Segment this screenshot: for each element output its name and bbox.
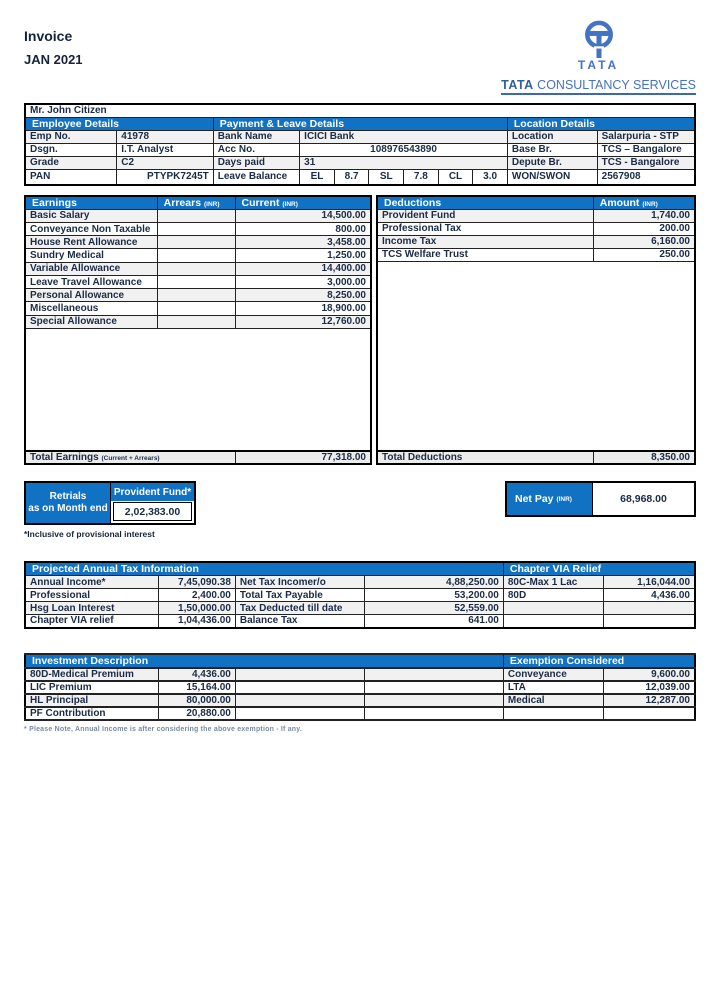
brand-block <box>501 20 696 95</box>
tata-logo-icon <box>581 20 617 60</box>
earning-row <box>25 209 371 222</box>
tax-label: Total Tax Payable <box>235 589 364 602</box>
deductions-filler <box>377 261 695 451</box>
exemption-value: 12,039.00 <box>604 681 695 694</box>
investment-empty <box>364 668 503 681</box>
earning-row <box>25 236 371 249</box>
relief-label: 80D <box>503 589 604 602</box>
inr-sub: (INR) <box>203 200 220 208</box>
investment-empty <box>364 707 503 720</box>
earning-current: 3,000.00 <box>235 275 371 288</box>
deduction-label: Income Tax <box>377 235 593 248</box>
exemption-label: Conveyance <box>503 668 604 681</box>
tax-value: 52,559.00 <box>364 602 503 615</box>
tax-label: Net Tax Incomer/o <box>235 576 364 589</box>
earning-arrears <box>157 302 235 315</box>
info-label: Depute Br. <box>507 156 597 169</box>
info-value: 31 <box>300 156 508 169</box>
tax-label: Hsg Loan Interest <box>25 602 158 615</box>
tax-value: 53,200.00 <box>364 589 503 602</box>
inr-sub: (INR) <box>556 495 572 503</box>
exemption-value: 9,600.00 <box>604 668 695 681</box>
earning-label: Special Allowance <box>25 315 157 328</box>
deduction-amount: 250.00 <box>593 248 695 261</box>
section-header-location: Location Details <box>507 117 695 130</box>
earning-current: 8,250.00 <box>235 289 371 302</box>
deduction-row <box>377 235 695 248</box>
exemption-label: Medical <box>503 694 604 707</box>
earning-arrears <box>157 289 235 302</box>
pay-tables <box>24 195 696 466</box>
tax-value: 641.00 <box>364 615 503 628</box>
tax-label: Tax Deducted till date <box>235 602 364 615</box>
earning-label: House Rent Allowance <box>25 236 157 249</box>
earning-label: Miscellaneous <box>25 302 157 315</box>
investment-empty <box>364 694 503 707</box>
info-value: PTYPK7245T <box>117 169 213 185</box>
earning-label: Basic Salary <box>25 209 157 222</box>
exemption-label <box>503 707 604 720</box>
total-earnings-row <box>25 451 371 464</box>
leave-cl-value: 3.0 <box>472 170 507 184</box>
page-header <box>24 20 696 95</box>
info-value: C2 <box>117 156 213 169</box>
info-section-header-row <box>25 117 695 130</box>
deduction-row <box>377 222 695 235</box>
total-deductions-label: Total Deductions <box>377 451 593 464</box>
investment-row <box>25 707 695 720</box>
info-value: 2567908 <box>597 169 695 185</box>
investment-empty <box>364 681 503 694</box>
tata-wordmark: TATA <box>577 58 620 72</box>
earnings-col-header: Earnings <box>25 196 157 210</box>
info-row <box>25 169 695 185</box>
earning-arrears <box>157 262 235 275</box>
employee-name: Mr. John Citizen <box>25 104 695 117</box>
earnings-filler <box>25 328 371 450</box>
investment-label: LIC Premium <box>25 681 158 694</box>
investment-row <box>25 694 695 707</box>
tax-row <box>25 615 695 628</box>
info-row <box>25 143 695 156</box>
relief-value: 4,436.00 <box>604 589 695 602</box>
page-title: Invoice <box>24 28 73 44</box>
earning-current: 14,500.00 <box>235 209 371 222</box>
info-label: Bank Name <box>213 130 299 143</box>
exemption-value: 12,287.00 <box>604 694 695 707</box>
info-label: Days paid <box>213 156 299 169</box>
tax-label: Annual Income* <box>25 576 158 589</box>
deduction-amount: 6,160.00 <box>593 235 695 248</box>
tax-value: 7,45,090.38 <box>158 576 235 589</box>
arrears-col-header: Arrears (INR) <box>157 196 235 210</box>
tax-header-row <box>25 562 695 576</box>
info-value: TCS - Bangalore <box>597 156 695 169</box>
investment-header-row <box>25 654 695 668</box>
earning-label: Personal Allowance <box>25 289 157 302</box>
info-label: Location <box>507 130 597 143</box>
total-deductions-value: 8,350.00 <box>593 451 695 464</box>
relief-value: 1,16,044.00 <box>604 576 695 589</box>
info-value: I.T. Analyst <box>117 143 213 156</box>
earning-label: Leave Travel Allowance <box>25 275 157 288</box>
earning-label: Variable Allowance <box>25 262 157 275</box>
tax-row <box>25 589 695 602</box>
tax-value: 2,400.00 <box>158 589 235 602</box>
retrials-label: Retrials as on Month end <box>26 483 111 523</box>
earning-arrears <box>157 315 235 328</box>
investment-value: 4,436.00 <box>158 668 235 681</box>
info-label: Acc No. <box>213 143 299 156</box>
leave-sl-label: SL <box>368 170 403 184</box>
inr-sub: (INR) <box>282 200 298 208</box>
earning-current: 14,400.00 <box>235 262 371 275</box>
tax-label: Professional <box>25 589 158 602</box>
earning-label: Sundry Medical <box>25 249 157 262</box>
company-name-bold: TATA <box>501 78 534 92</box>
relief-label <box>503 602 604 615</box>
info-label: Dsgn. <box>25 143 117 156</box>
earning-row <box>25 275 371 288</box>
deduction-row <box>377 248 695 261</box>
earning-current: 1,250.00 <box>235 249 371 262</box>
leave-balance <box>300 170 507 184</box>
exemption-value <box>604 707 695 720</box>
deduction-amount: 200.00 <box>593 222 695 235</box>
deduction-row <box>377 209 695 222</box>
earning-row <box>25 262 371 275</box>
info-label: Grade <box>25 156 117 169</box>
deductions-table <box>376 195 696 466</box>
earning-current: 12,760.00 <box>235 315 371 328</box>
leave-el-value: 8.7 <box>334 170 369 184</box>
investment-table <box>24 653 696 721</box>
deduction-label: Professional Tax <box>377 222 593 235</box>
total-deductions-row <box>377 451 695 464</box>
investment-empty <box>235 681 364 694</box>
relief-value <box>604 615 695 628</box>
amount-col-header: Amount (INR) <box>593 196 695 210</box>
investment-empty <box>235 707 364 720</box>
investment-label: 80D-Medical Premium <box>25 668 158 681</box>
earning-current: 3,458.00 <box>235 236 371 249</box>
tax-value: 4,88,250.00 <box>364 576 503 589</box>
earning-row <box>25 249 371 262</box>
info-label: Leave Balance <box>213 169 299 185</box>
deduction-label: Provident Fund <box>377 209 593 222</box>
relief-label: 80C-Max 1 Lac <box>503 576 604 589</box>
total-earnings-label: Total Earnings (Current + Arrears) <box>25 451 235 464</box>
retrials-block <box>24 481 196 539</box>
section-header-employee-details: Employee Details <box>25 117 213 130</box>
section-header-payment-leave: Payment & Leave Details <box>213 117 507 130</box>
earning-label: Conveyance Non Taxable <box>25 222 157 235</box>
investment-row <box>25 668 695 681</box>
investment-label: PF Contribution <box>25 707 158 720</box>
earning-arrears <box>157 222 235 235</box>
leave-el-label: EL <box>310 170 324 182</box>
projected-tax-table <box>24 561 696 629</box>
earning-arrears <box>157 249 235 262</box>
annual-income-footnote: * Please Note, Annual Income is after considering the above exemption - If any. <box>24 725 302 733</box>
investment-row <box>25 681 695 694</box>
tax-value: 1,50,000.00 <box>158 602 235 615</box>
investment-value: 80,000.00 <box>158 694 235 707</box>
tax-row <box>25 602 695 615</box>
leave-cl-label: CL <box>438 170 473 184</box>
earning-row <box>25 315 371 328</box>
relief-value <box>604 602 695 615</box>
info-row <box>25 156 695 169</box>
exemption-label: LTA <box>503 681 604 694</box>
earning-current: 800.00 <box>235 222 371 235</box>
earning-row <box>25 222 371 235</box>
earning-row <box>25 302 371 315</box>
employee-info-table <box>24 103 696 186</box>
pay-period: JAN 2021 <box>24 52 83 67</box>
tax-value: 1,04,436.00 <box>158 615 235 628</box>
deductions-col-header: Deductions <box>377 196 593 210</box>
investment-value: 20,880.00 <box>158 707 235 720</box>
earning-arrears <box>157 275 235 288</box>
inr-sub: (INR) <box>642 200 658 208</box>
deduction-label: TCS Welfare Trust <box>377 248 593 261</box>
retrials-box <box>24 481 196 525</box>
provident-fund-header: Provident Fund* <box>111 483 194 501</box>
retrials-footnote: *Inclusive of provisional interest <box>24 529 155 539</box>
investment-value: 15,164.00 <box>158 681 235 694</box>
current-col-header: Current (INR) <box>235 196 371 210</box>
title-block <box>24 20 83 67</box>
tax-label: Chapter VIA relief <box>25 615 158 628</box>
investment-empty <box>235 694 364 707</box>
earning-arrears <box>157 236 235 249</box>
leave-balance-cell <box>300 169 508 185</box>
total-earnings-qualifier: (Current + Arrears) <box>101 454 160 462</box>
deductions-header-row <box>377 196 695 210</box>
info-value: TCS – Bangalore <box>597 143 695 156</box>
earning-row <box>25 289 371 302</box>
earnings-header-row <box>25 196 371 210</box>
info-row <box>25 130 695 143</box>
info-value: 108976543890 <box>300 143 508 156</box>
net-pay-label: Net Pay (INR) <box>507 483 593 515</box>
summary-row <box>24 481 696 539</box>
investment-empty <box>235 668 364 681</box>
deduction-amount: 1,740.00 <box>593 209 695 222</box>
info-label: WON/SWON <box>507 169 597 185</box>
info-value: Salarpuria - STP <box>597 130 695 143</box>
company-name <box>501 78 696 95</box>
info-value: 41978 <box>117 130 213 143</box>
info-label: Emp No. <box>25 130 117 143</box>
info-label: Base Br. <box>507 143 597 156</box>
chapter-via-relief-title: Chapter VIA Relief <box>503 562 695 576</box>
leave-sl-value: 7.8 <box>403 170 438 184</box>
net-pay-box <box>505 481 696 517</box>
total-earnings-value: 77,318.00 <box>235 451 371 464</box>
company-name-rest: CONSULTANCY SERVICES <box>533 78 696 92</box>
tax-title: Projected Annual Tax Information <box>25 562 503 576</box>
investment-label: HL Principal <box>25 694 158 707</box>
exemption-title: Exemption Considered <box>503 654 695 668</box>
earning-arrears <box>157 209 235 222</box>
employee-name-row <box>25 104 695 117</box>
info-label: PAN <box>25 169 117 185</box>
tax-row <box>25 576 695 589</box>
investment-title: Investment Description <box>25 654 503 668</box>
provident-fund-value: 2,02,383.00 <box>113 502 192 521</box>
relief-label <box>503 615 604 628</box>
earning-current: 18,900.00 <box>235 302 371 315</box>
net-pay-value: 68,968.00 <box>593 483 694 515</box>
tax-label: Balance Tax <box>235 615 364 628</box>
earnings-table <box>24 195 372 466</box>
info-value: ICICI Bank <box>300 130 508 143</box>
